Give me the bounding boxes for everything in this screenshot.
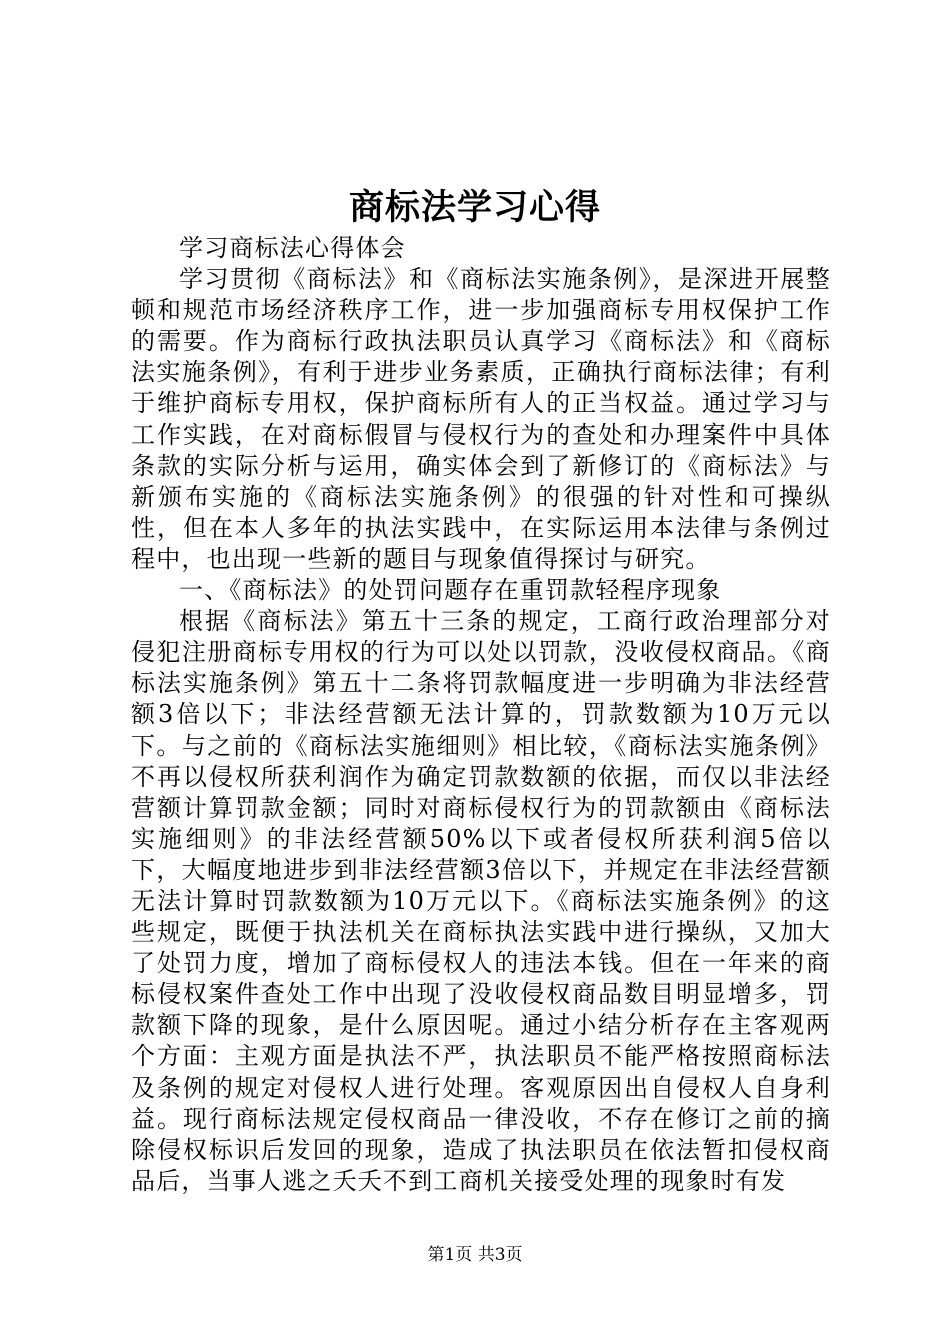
section-heading: 一、《商标法》的处罚问题存在重罚款轻程序现象 <box>179 576 722 605</box>
document-body <box>131 233 831 1197</box>
section-paragraph: 根据《商标法》第五十三条的规定，工商行政治理部分对侵犯注册商标专用权的行为可以处以罚款，没收侵权商品。《商标法实施条例》第五十二条将罚款幅度进一步明确为非法经营额3倍以下；非法经营额无法计算的，罚款数额为10万元以下。与之前的《商标法实施细则》相比较，《商标法实施条例》不再以侵权所获利润作为确定罚款数额的依据，而仅以非法经营额计算罚款金额；同时对商标侵权行为的罚款额由《商标法实施细则》的非法经营额50%以下或者侵权所获利润5倍以下，大幅度地进步到非法经营额3倍以下，并规定在非法经营额无法计算时罚款数额为10万元以下。《商标法实施条例》的这些规定，既便于执法机关在商标执法实践中进行操纵，又加大了处罚力度，增加了商标侵权人的违法本钱。但在一年来的商标侵权案件查处工作中出现了没收侵权商品数目明显增多，罚款额下降的现象，是什么原因呢。通过小结分析存在主客观两个方面：主观方面是执法不严，执法职员不能严格按照商标法及条例的规定对侵权人进行处理。客观原因出自侵权人自身利益。现行商标法规定侵权商品一律没收，不存在修订之前的摘除侵权标识后发回的现象，造成了执法职员在依法暂扣侵权商品后，当事人逃之夭夭不到工商机关接受处理的现象时有发 <box>131 607 831 1195</box>
document-title: 商标法学习心得 <box>348 187 601 228</box>
subtitle-paragraph: 学习商标法心得体会 <box>179 234 406 262</box>
intro-paragraph: 学习贯彻《商标法》和《商标法实施条例》，是深进开展整顿和规范市场经济秩序工作，进一步加强商标专用权保护工作的需要。作为商标行政执法职员认真学习《商标法》和《商标法实施条例》，有利于进步业务素质，正确执行商标法律；有利于维护商标专用权，保护商标所有人的正当权益。通过学习与工作实践，在对商标假冒与侵权行为的查处和办理案件中具体条款的实际分析与运用，确实体会到了新修订的《商标法》与新颁布实施的《商标法实施条例》的很强的针对性和可操纵性，但在本人多年的执法实践中，在实际运用本法律与条例过程中，也出现一些新的题目与现象值得探讨与研究。 <box>131 265 831 573</box>
page-number-footer: 第1页 共3页 <box>427 1245 523 1265</box>
